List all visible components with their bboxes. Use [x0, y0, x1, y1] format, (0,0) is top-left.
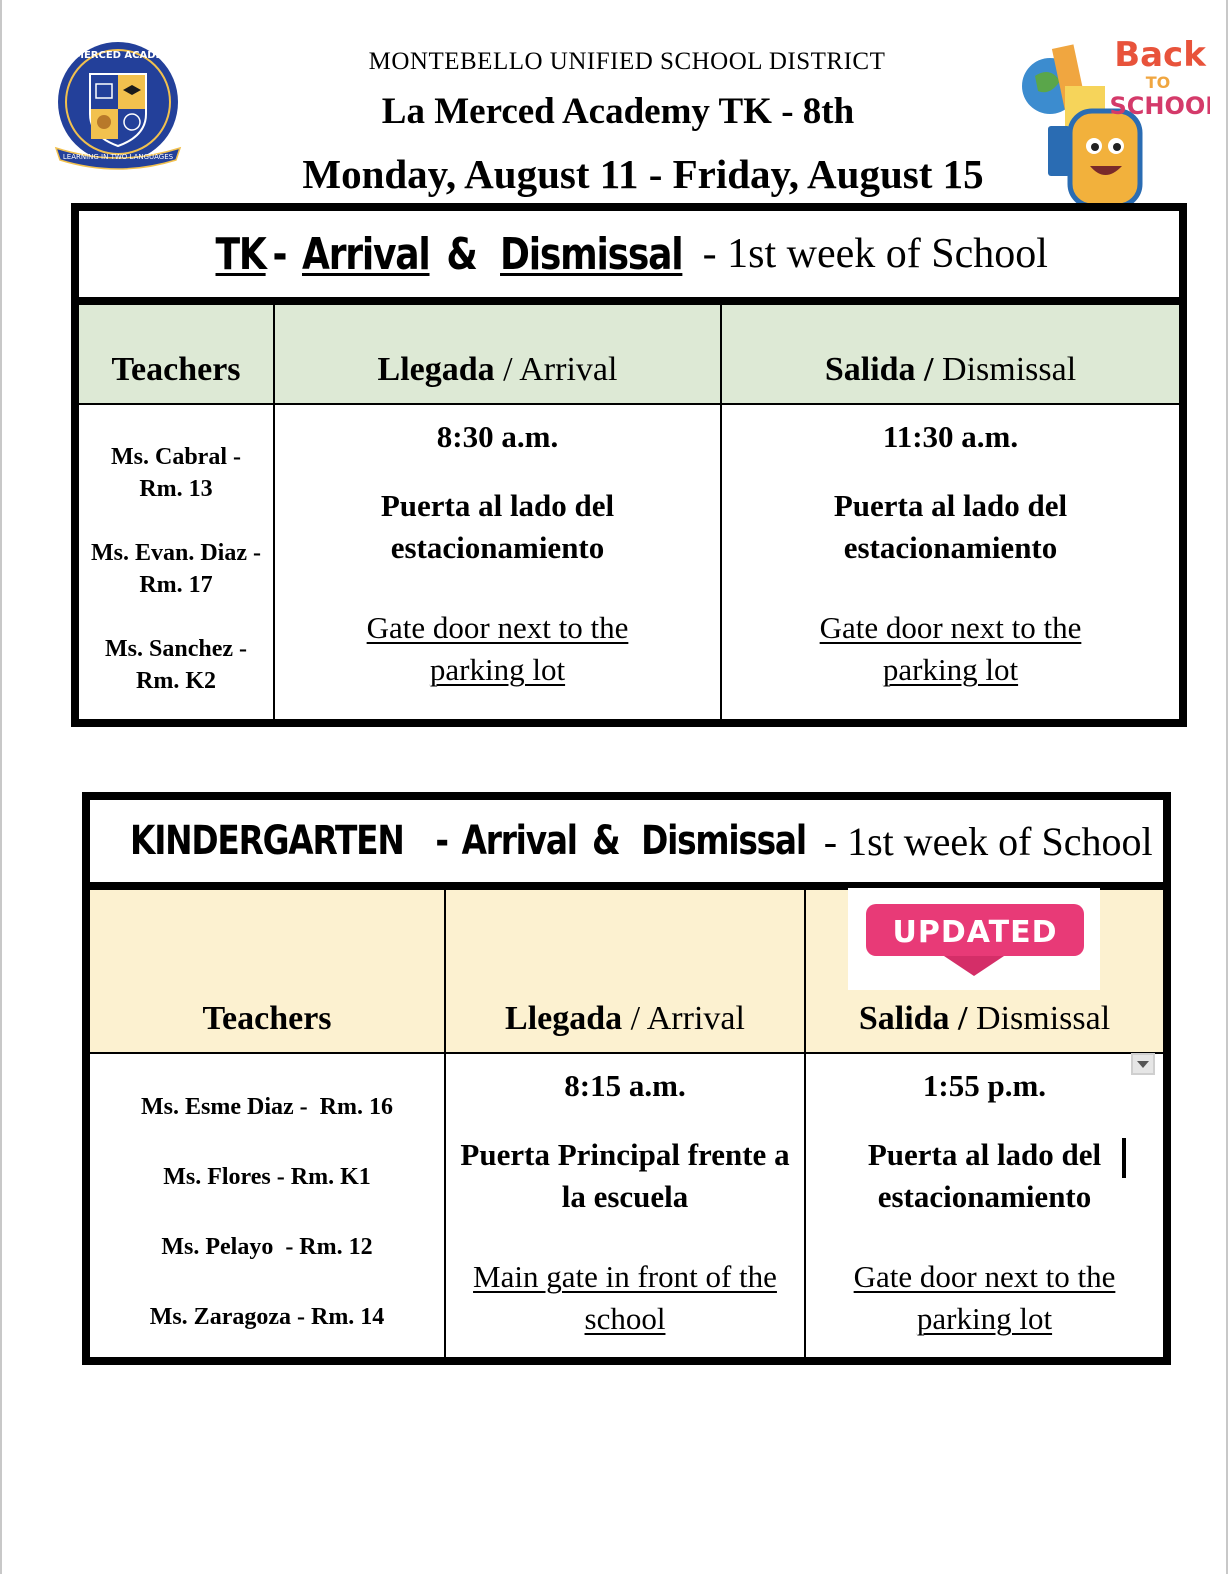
teacher-item: Ms. Flores - Rm. K1	[163, 1163, 371, 1190]
dismissal-time: 11:30 a.m.	[882, 419, 1019, 454]
svg-text:LEARNING IN TWO LANGUAGES: LEARNING IN TWO LANGUAGES	[62, 153, 174, 161]
svg-text:TO: TO	[1145, 73, 1171, 92]
svg-text:SCHOOL: SCHOOL	[1109, 92, 1210, 120]
arrival-time: 8:15 a.m.	[564, 1068, 686, 1103]
school-logo	[46, 38, 190, 174]
kindergarten-table-body-row	[90, 1054, 1163, 1357]
title-dismissal: Dismissal	[640, 818, 806, 864]
col-header-dismissal: Salida / Dismissal	[806, 890, 1163, 1054]
teacher-item: Ms. Pelayo - Rm. 12	[161, 1233, 373, 1260]
date-range: Monday, August 11 - Friday, August 15	[302, 151, 984, 197]
title-dismissal: Dismissal	[500, 228, 683, 280]
svg-text:Back: Back	[1114, 35, 1206, 75]
kindergarten-schedule-table	[82, 792, 1171, 1365]
arrival-location-es: Puerta al lado del estacionamiento	[380, 488, 615, 565]
tk-schedule-table	[71, 203, 1187, 727]
cell-dropdown-button[interactable]	[1131, 1053, 1155, 1075]
arrival-time: 8:30 a.m.	[436, 419, 559, 454]
back-to-school-clipart	[1010, 26, 1210, 226]
teacher-list	[90, 1054, 446, 1357]
updated-badge	[848, 888, 1100, 990]
kindergarten-table-title: KINDERGARTEN - Arrival & Dismissal - 1st week of School	[90, 800, 1163, 890]
teacher-item: Ms. Evan. Diaz - Rm. 17	[91, 540, 261, 598]
teacher-item: Ms. Cabral - Rm. 13	[111, 444, 241, 502]
col-header-teachers: Teachers	[90, 890, 446, 1054]
title-grade: TK	[215, 228, 266, 280]
svg-text:LA MERCED ACADEMY: LA MERCED ACADEMY	[56, 50, 180, 61]
dismissal-cell	[722, 405, 1179, 719]
title-arrival: Arrival	[301, 228, 430, 280]
chevron-down-icon	[1137, 1061, 1149, 1068]
title-grade: KINDERGARTEN	[130, 818, 404, 864]
teacher-item: Ms. Zaragoza - Rm. 14	[149, 1303, 385, 1330]
col-header-teachers: Teachers	[79, 305, 275, 405]
tk-table-header-row	[79, 305, 1179, 405]
col-header-arrival: Llegada / Arrival	[275, 305, 722, 405]
arrival-location-en: Main gate in front of the school	[473, 1259, 777, 1336]
arrival-location-es: Puerta Principal frente a la escuela	[460, 1137, 790, 1214]
col-header-dismissal: Salida / Dismissal	[722, 305, 1179, 405]
dismissal-time: 1:55 p.m.	[922, 1068, 1047, 1103]
title-arrival: Arrival	[461, 818, 577, 864]
teacher-item: Ms. Sanchez - Rm. K2	[105, 636, 247, 694]
dismissal-location-es: Puerta al lado del estacionamiento	[867, 1137, 1102, 1214]
col-header-arrival: Llegada / Arrival	[446, 890, 806, 1054]
dismissal-location-en: Gate door next to the parking lot	[853, 1259, 1116, 1336]
teacher-list	[79, 405, 275, 719]
tk-table-body-row	[79, 405, 1179, 719]
tk-table-title: TK - Arrival & Dismissal - 1st week of School	[79, 211, 1179, 305]
school-name: La Merced Academy TK - 8th	[381, 91, 855, 132]
arrival-location-en: Gate door next to the parking lot	[366, 610, 629, 687]
arrival-cell	[275, 405, 722, 719]
dismissal-cell	[806, 1054, 1163, 1357]
teacher-item: Ms. Esme Diaz - Rm. 16	[141, 1093, 393, 1120]
text-cursor	[1122, 1138, 1126, 1178]
arrival-cell	[446, 1054, 806, 1357]
dismissal-location-es: Puerta al lado del estacionamiento	[833, 488, 1068, 565]
dismissal-location-en: Gate door next to the parking lot	[819, 610, 1082, 687]
svg-text:UPDATED: UPDATED	[892, 915, 1058, 950]
district-name: MONTEBELLO UNIFIED SCHOOL DISTRICT	[368, 48, 886, 75]
